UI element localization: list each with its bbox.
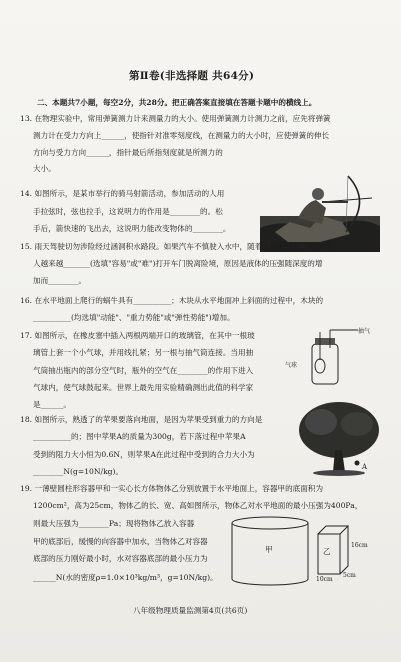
q19-line-3: 则最大压强为________Pa；现将物体乙放入容器 bbox=[33, 519, 195, 528]
q16-line-1: 16. 在水平地面上爬行的蜗牛具有__________；木块从水平地面冲上斜面的过程中，木块的 bbox=[20, 296, 324, 305]
pump-label: 抽气 bbox=[358, 328, 371, 335]
block-label: 乙 bbox=[323, 547, 331, 556]
q18-line-3: 受到的阻力大小恒为0.6N，则苹果A在此过程中受到的合力大小为 bbox=[33, 450, 255, 459]
dim-length: 10cm bbox=[316, 576, 333, 583]
q19-line-4: 甲的底部后，缓慢的向容器中加水，当物体乙对容器 bbox=[33, 537, 208, 546]
q15-line-2: 人越来越_______(选填"容易"或"难")打开车门脱离险境，原因是液体的压强随深度的增 bbox=[33, 259, 323, 268]
q15-line-3: 加而________。 bbox=[33, 276, 87, 285]
q18-line-4: ________N(g=10N/kg)。 bbox=[33, 467, 124, 476]
apple-tree-figure bbox=[295, 400, 383, 478]
q13-line-3: 方向与受力方向______，指针最后所指刻度就是所测力的 bbox=[33, 148, 223, 157]
q17-line-2: 璃管上套一个小气球，并用线扎紧；另一根与抽气筒连接。当用抽 bbox=[33, 348, 254, 357]
q14-line-2: 手拉弦时，弦也拉手，这说明力的作用是________的。松 bbox=[33, 207, 223, 216]
q19-line-2: 1200cm²，高为25cm，物体乙的长、宽、高如图所示，物体乙对水平地面的最小压强为400Pa， bbox=[33, 501, 363, 510]
q17-line-5: 是______。 bbox=[33, 400, 71, 409]
q13-line-2: 测力计在受力方向上______，使指针对准零刻度线，在测量力的大小时，应使弹簧的伸长 bbox=[33, 131, 330, 140]
q19-line-6: ______N(水的密度ρ=1.0×10³kg/m³，g=10N/kg)。 bbox=[33, 573, 218, 582]
q14-line-3: 手后，箭快速的飞出去，这说明力能改变物体的________。 bbox=[33, 224, 231, 233]
section-title: 第Ⅱ卷(非选择题 共64分) bbox=[129, 70, 255, 82]
q16-line-2: __________(均选填"动能"、"重力势能"或"弹性势能")增加。 bbox=[33, 313, 235, 322]
q17-line-4: 气球内，使气球鼓起来。世界上最先用实验精确测出此值的科学家 bbox=[33, 383, 254, 392]
balloon-label: 气球 bbox=[285, 362, 298, 369]
dim-width: 5cm bbox=[343, 572, 356, 579]
q13-line-4: 大小。 bbox=[33, 164, 56, 173]
q19-line-5: 底部的压力刚好最小时，水对容器底部的最小压力为 bbox=[33, 554, 208, 563]
archer-figure bbox=[260, 172, 380, 252]
q15-line-1: 15. 雨天驾驶切勿涉险经过涵洞积水路段。如果汽车不慎驶入水中，随着水位的升高，车内的 bbox=[20, 242, 331, 251]
container-label: 甲 bbox=[265, 545, 273, 554]
instructions: 二、本题共7小题，每空2分，共28分。把正确答案直接填在答题卡题中的横线上。 bbox=[37, 98, 317, 107]
q17-line-1: 17. 如图所示，在橡皮塞中插入两根两端开口的玻璃管，在其中一根玻 bbox=[20, 331, 255, 340]
dim-height: 16cm bbox=[351, 542, 368, 549]
q13-line-1: 13. 在物理实验中，常用弹簧测力计来测量力的大小。使用弹簧测力计测力之前，应先将弹簧 bbox=[20, 114, 331, 123]
q14-line-1: 14. 如图所示，是某市举行的骑马射箭活动，参加活动的人用 bbox=[20, 189, 225, 198]
block-figure bbox=[316, 524, 350, 576]
q18-line-2: __________的；图中苹果A的质量为300g，若下落过程中苹果A bbox=[33, 432, 246, 441]
page-footer: 八年级物理质量监测第4页(共6页) bbox=[133, 606, 248, 615]
q17-line-3: 气筒抽出瓶内的部分空气时，瓶外的空气在________的作用下进入 bbox=[33, 366, 254, 375]
q18-line-1: 18. 如图所示，熟透了的苹果要落向地面，是因为苹果受到重力的方向是 bbox=[20, 415, 263, 424]
apple-label: A bbox=[362, 463, 368, 471]
q19-line-1: 19. 一薄壁圆柱形容器甲和一实心长方体物体乙分别放置于水平地面上，容器甲的底面积为 bbox=[20, 484, 324, 493]
